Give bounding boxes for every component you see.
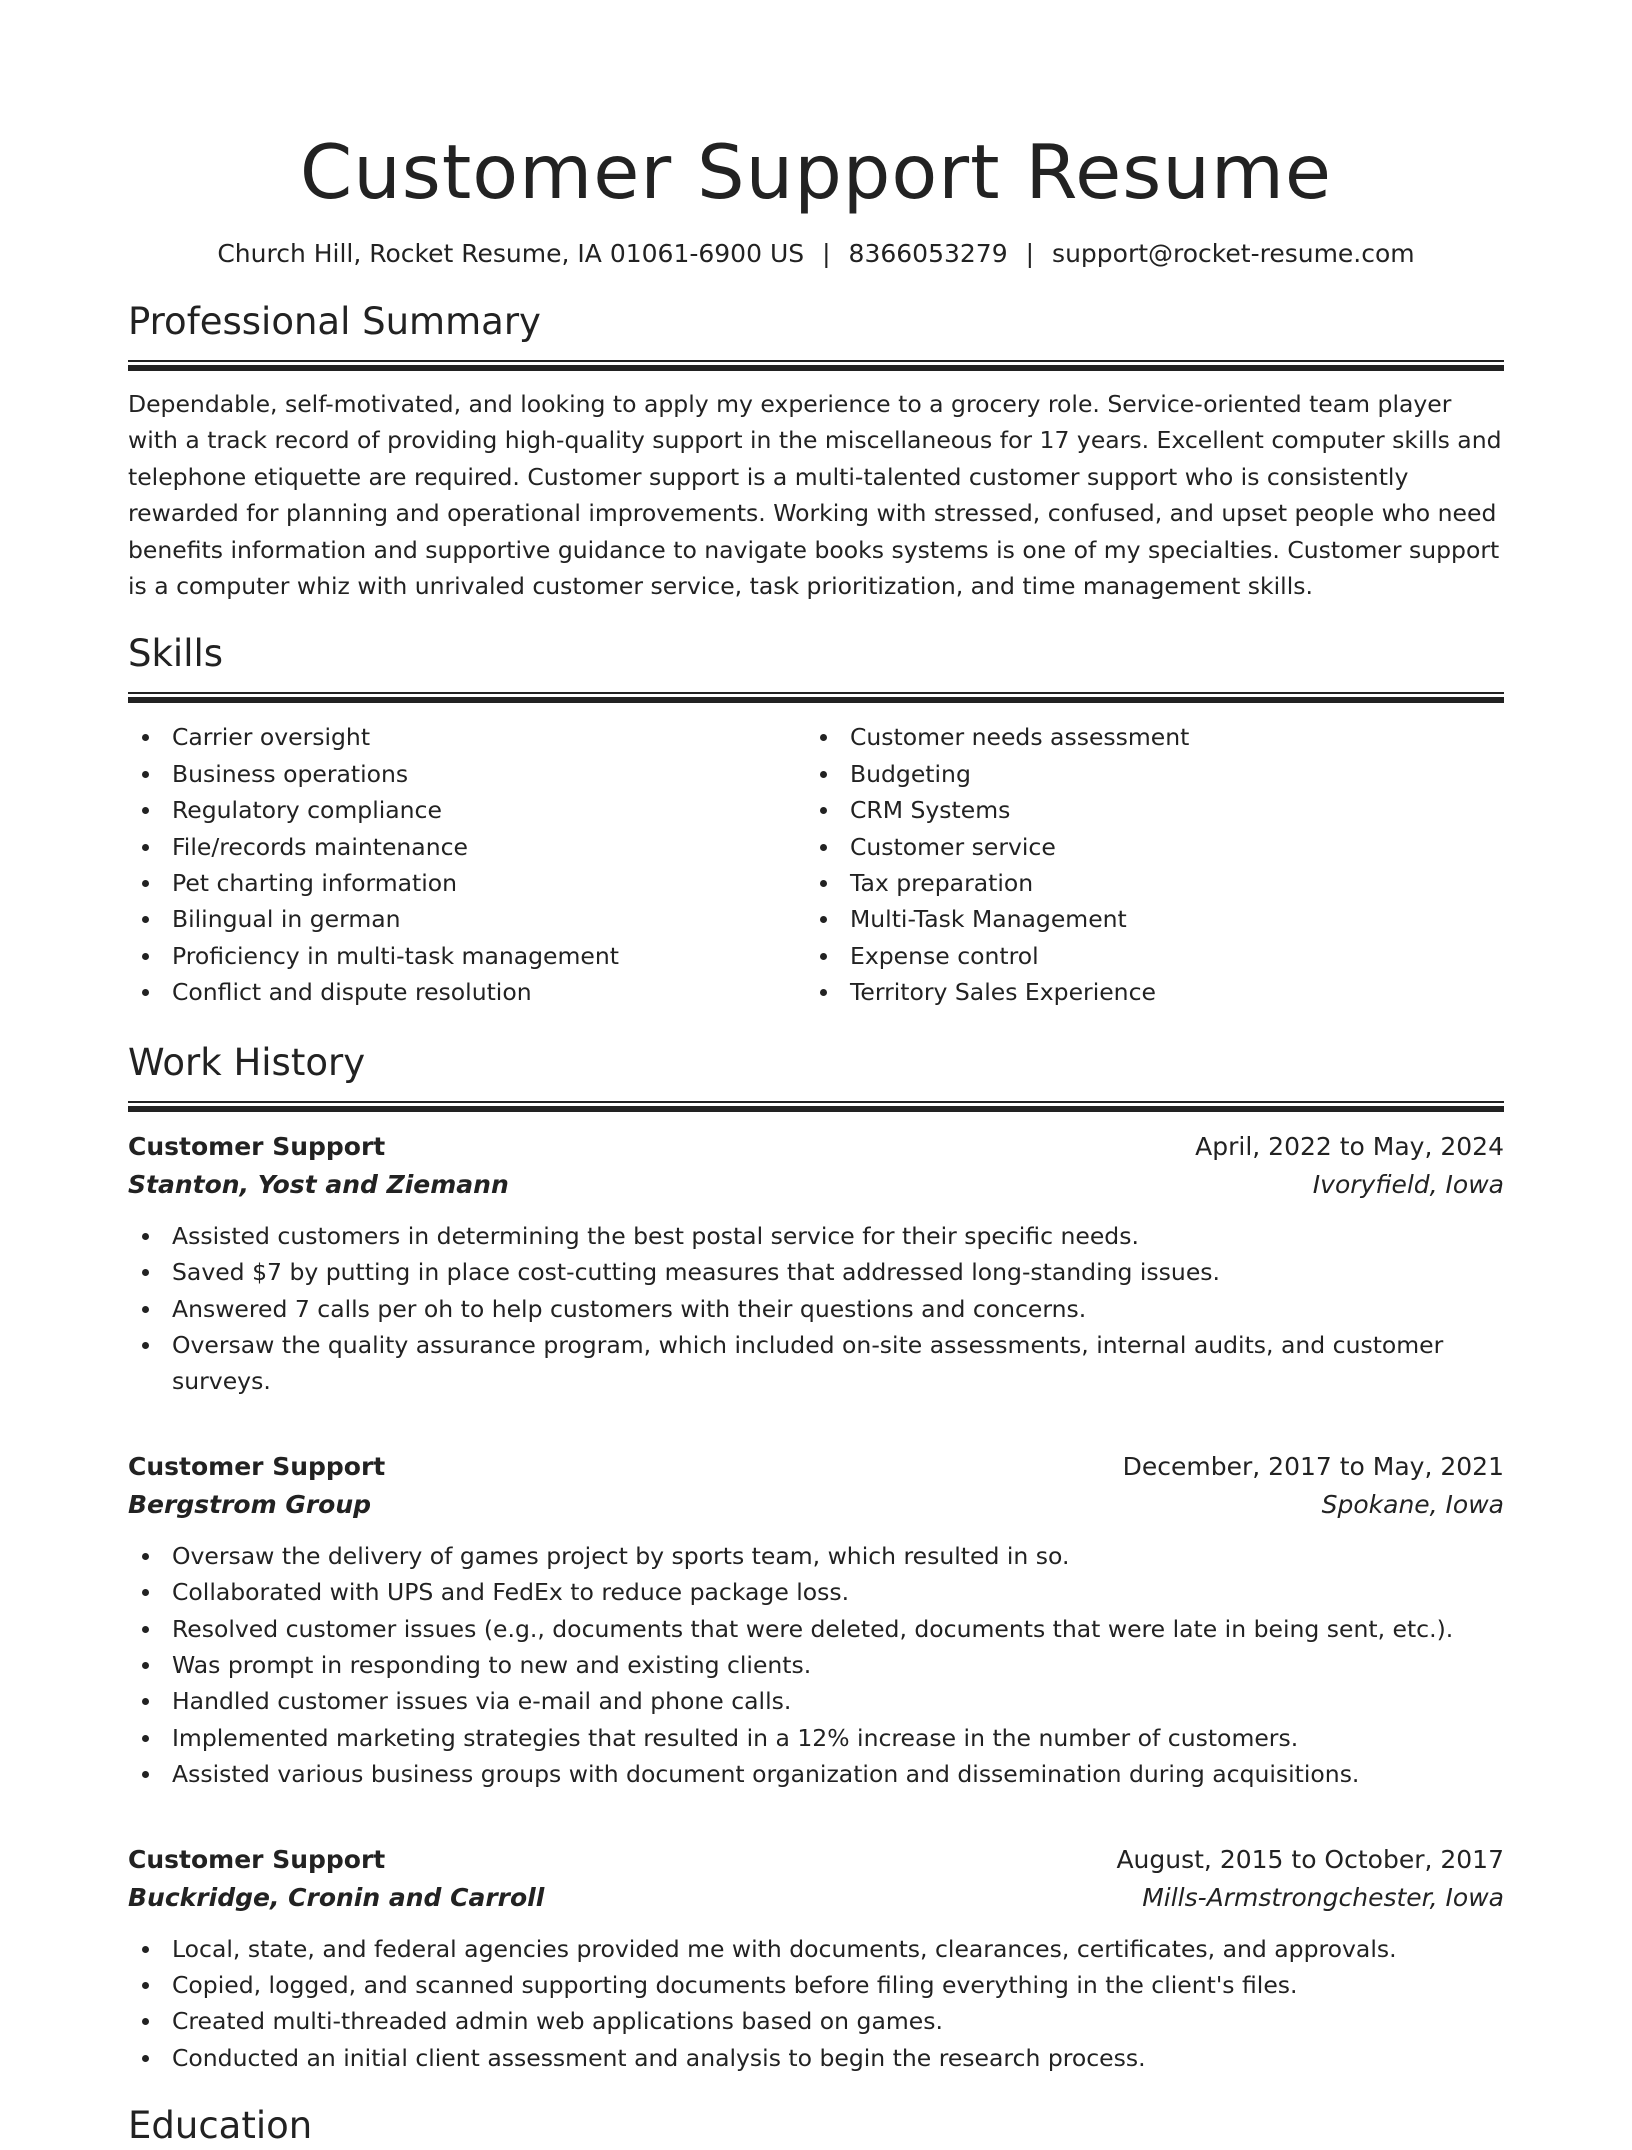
job-bullets	[128, 1931, 1504, 2077]
skill-item: CRM Systems	[806, 792, 1484, 828]
job-location: Ivoryfield, Iowa	[1312, 1169, 1504, 1199]
skills-heading: Skills	[128, 632, 224, 676]
contact-separator: |	[1025, 239, 1035, 268]
skill-item: Territory Sales Experience	[806, 974, 1484, 1010]
job-bullet: Resolved customer issues (e.g., documents that were deleted, documents that were late in being sent, etc.).	[128, 1611, 1504, 1647]
job-bullet: Saved $7 by putting in place cost-cutting measures that addressed long-standing issues.	[128, 1254, 1504, 1290]
skill-item: Bilingual in german	[128, 901, 806, 937]
skill-item: Carrier oversight	[128, 719, 806, 755]
job-header	[128, 1841, 1504, 1879]
contact-address: Church Hill, Rocket Resume, IA 01061-6900 US	[217, 239, 805, 268]
summary-heading: Professional Summary	[128, 300, 541, 343]
job-bullets	[128, 1538, 1504, 1793]
section-divider	[128, 360, 1504, 371]
job-bullet: Copied, logged, and scanned supporting documents before filing everything in the client's files.	[128, 1967, 1504, 2003]
job-company: Buckridge, Cronin and Carroll	[128, 1882, 545, 1912]
skills-list-right	[806, 719, 1484, 1010]
skill-item: File/records maintenance	[128, 829, 806, 865]
job-entry	[128, 1128, 1504, 1400]
section-divider	[128, 1101, 1504, 1112]
job-title: Customer Support	[128, 1844, 386, 1874]
skills-grid	[128, 719, 1504, 1010]
job-bullet: Local, state, and federal agencies provided me with documents, clearances, certificates, and approvals.	[128, 1931, 1504, 1967]
job-header	[128, 1128, 1504, 1166]
skill-item: Regulatory compliance	[128, 792, 806, 828]
skill-item: Customer service	[806, 829, 1484, 865]
job-dates: December, 2017 to May, 2021	[1122, 1451, 1504, 1481]
job-dates: April, 2022 to May, 2024	[1195, 1131, 1504, 1161]
skills-section	[128, 630, 1504, 1010]
skill-item: Budgeting	[806, 756, 1484, 792]
contact-email: support@rocket-resume.com	[1052, 239, 1415, 268]
skill-item: Proficiency in multi-task management	[128, 938, 806, 974]
resume-page	[128, 0, 1504, 2150]
job-bullet: Oversaw the delivery of games project by sports team, which resulted in so.	[128, 1538, 1504, 1574]
job-title: Customer Support	[128, 1131, 386, 1161]
job-bullet: Oversaw the quality assurance program, which included on-site assessments, internal audits, and customer surveys.	[128, 1327, 1504, 1400]
job-bullet: Assisted various business groups with document organization and dissemination during acquisitions.	[128, 1756, 1504, 1792]
job-entry	[128, 1448, 1504, 1793]
job-bullet: Answered 7 calls per oh to help customers with their questions and concerns.	[128, 1291, 1504, 1327]
job-bullets	[128, 1218, 1504, 1400]
education-heading: Education	[128, 2104, 313, 2148]
job-entry	[128, 1841, 1504, 2077]
skill-item: Business operations	[128, 756, 806, 792]
job-bullet: Collaborated with UPS and FedEx to reduce package loss.	[128, 1574, 1504, 1610]
work-history-section	[128, 1039, 1504, 2077]
work-history-heading: Work History	[128, 1040, 366, 1084]
job-header	[128, 1448, 1504, 1486]
job-subheader	[128, 1166, 1504, 1204]
job-bullet: Assisted customers in determining the best postal service for their specific needs.	[128, 1218, 1504, 1254]
job-subheader	[128, 1879, 1504, 1917]
job-bullet: Implemented marketing strategies that resulted in a 12% increase in the number of customers.	[128, 1720, 1504, 1756]
skill-item: Expense control	[806, 938, 1484, 974]
skill-item: Tax preparation	[806, 865, 1484, 901]
job-company: Bergstrom Group	[128, 1489, 372, 1519]
job-company: Stanton, Yost and Ziemann	[128, 1169, 509, 1199]
job-bullet: Created multi-threaded admin web applications based on games.	[128, 2003, 1504, 2039]
job-subheader	[128, 1486, 1504, 1524]
job-location: Mills-Armstrongchester, Iowa	[1142, 1882, 1504, 1912]
job-bullet: Conducted an initial client assessment and analysis to begin the research process.	[128, 2040, 1504, 2076]
skill-item: Multi-Task Management	[806, 901, 1484, 937]
resume-title: Customer Support Resume	[299, 128, 1333, 216]
job-bullet: Handled customer issues via e-mail and phone calls.	[128, 1683, 1504, 1719]
skills-list-left	[128, 719, 806, 1010]
contact-separator: |	[822, 239, 831, 268]
contact-line	[128, 236, 1504, 272]
section-divider	[128, 692, 1504, 703]
summary-text: Dependable, self-motivated, and looking to apply my experience to a grocery role. Service-oriented team player with a track record of providing high-quality support in the miscellaneous for 17 years. Excellent computer skills and telephone etiquette are required. Customer support is a multi-talented customer support who is consistently rewarded for planning and operational improvements. Working with stressed, confused, and upset people who need benefits information and supportive guidance to navigate books systems is one of my specialties. Customer support is a computer whiz with unrivaled customer service, task prioritization, and time management skills.	[128, 390, 1502, 601]
job-bullet: Was prompt in responding to new and existing clients.	[128, 1647, 1504, 1683]
job-title: Customer Support	[128, 1451, 386, 1481]
summary-section	[128, 298, 1504, 604]
job-dates: August, 2015 to October, 2017	[1116, 1844, 1504, 1874]
skill-item: Customer needs assessment	[806, 719, 1484, 755]
skill-item: Pet charting information	[128, 865, 806, 901]
contact-phone: 8366053279	[848, 239, 1008, 268]
job-location: Spokane, Iowa	[1321, 1489, 1504, 1519]
skill-item: Conflict and dispute resolution	[128, 974, 806, 1010]
